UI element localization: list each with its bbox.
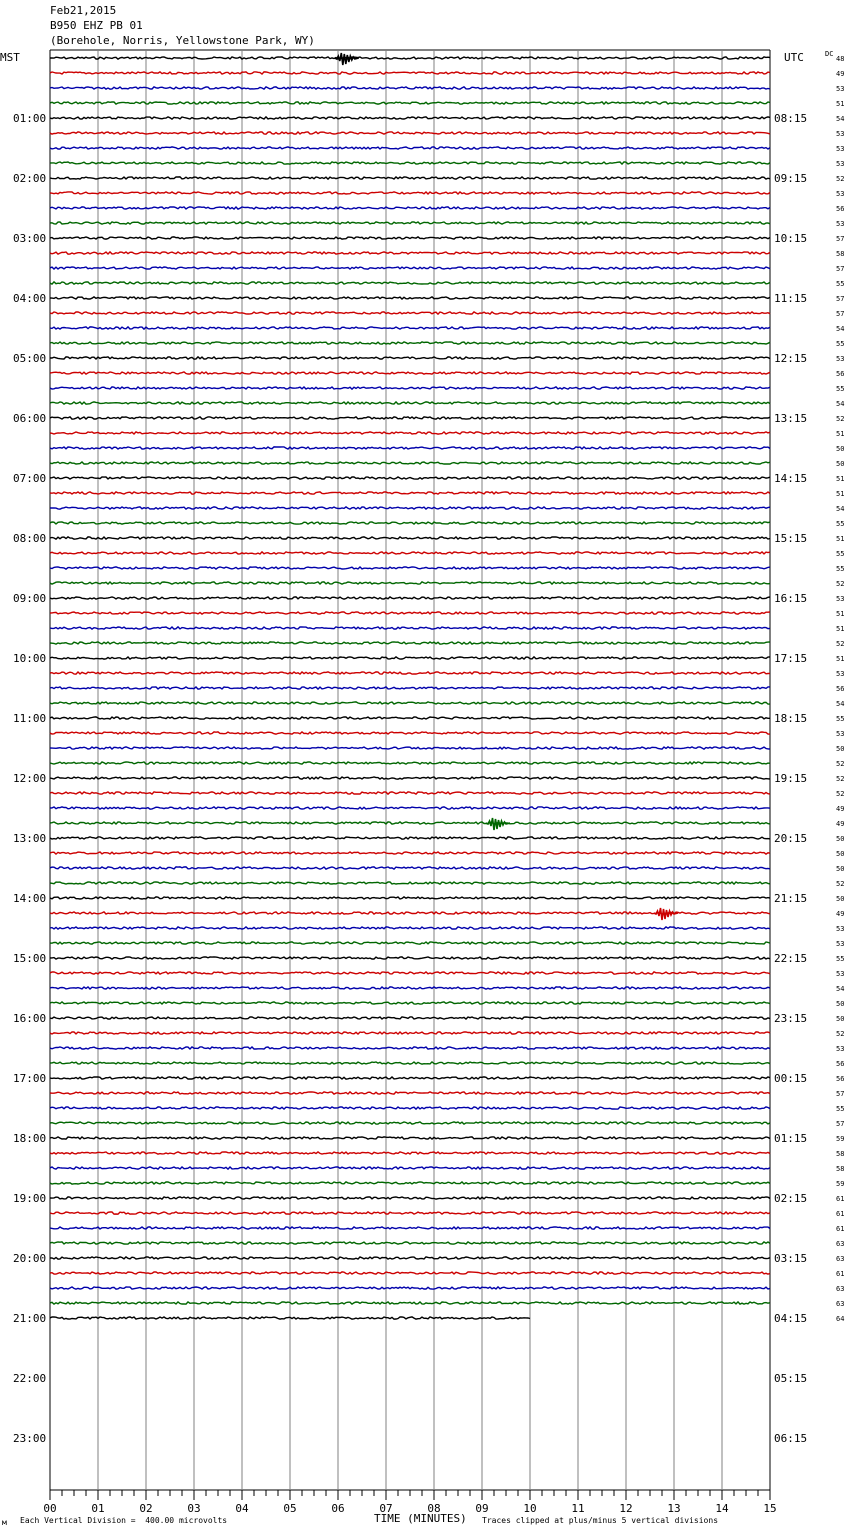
seismic-trace	[50, 1182, 770, 1184]
seismic-trace	[50, 417, 770, 419]
seismic-trace	[50, 477, 770, 479]
dc-offset-label: 55	[836, 520, 845, 528]
right-axis-label: UTC	[784, 51, 804, 64]
mst-hour-label: 04:00	[13, 292, 47, 305]
dc-offset-label: 58	[836, 250, 845, 258]
seismic-trace	[50, 462, 770, 464]
seismic-trace	[50, 447, 770, 449]
seismic-trace	[50, 597, 770, 599]
seismic-trace	[50, 87, 770, 89]
dc-offset-label: 56	[836, 370, 845, 378]
dc-offset-label: 51	[836, 475, 845, 483]
seismic-trace	[50, 777, 770, 779]
dc-offset-label: 50	[836, 850, 845, 858]
utc-hour-label: 14:15	[774, 472, 808, 485]
utc-hour-label: 13:15	[774, 412, 808, 425]
mst-hour-label: 15:00	[13, 952, 47, 965]
seismic-trace	[50, 987, 770, 989]
seismic-trace	[50, 1257, 770, 1259]
mst-hour-label: 09:00	[13, 592, 47, 605]
seismic-trace	[50, 1227, 770, 1229]
x-tick-label: 04	[235, 1502, 249, 1515]
dc-offset-label: 54	[836, 700, 845, 708]
utc-hour-label: 08:15	[774, 112, 808, 125]
dc-offset-label: 50	[836, 835, 845, 843]
dc-offset-label: 52	[836, 880, 845, 888]
seismic-trace	[50, 657, 770, 659]
seismic-trace	[50, 612, 770, 614]
seismic-trace	[50, 312, 770, 314]
utc-hour-label: 00:15	[774, 1072, 808, 1085]
mst-hour-label: 03:00	[13, 232, 47, 245]
dc-offset-label: 59	[836, 1180, 845, 1188]
seismic-trace	[50, 102, 770, 104]
seismic-trace	[50, 762, 770, 764]
dc-offset-label: 51	[836, 610, 845, 618]
dc-offset-label: 51	[836, 535, 845, 543]
seismic-trace	[50, 522, 770, 524]
footer-mark: м	[2, 1518, 7, 1527]
dc-offset-label: 53	[836, 220, 845, 228]
dc-offset-label: 57	[836, 235, 845, 243]
mst-hour-label: 18:00	[13, 1132, 47, 1145]
seismic-trace	[50, 192, 770, 194]
dc-offset-label: 63	[836, 1285, 845, 1293]
x-tick-label: 03	[187, 1502, 201, 1515]
utc-hour-label: 12:15	[774, 352, 808, 365]
seismic-trace	[50, 1047, 770, 1049]
dc-label: DC	[825, 50, 834, 58]
dc-offset-label: 55	[836, 715, 845, 723]
scale-note: Each Vertical Division = 400.00 microvolts	[20, 1516, 228, 1525]
seismic-trace	[50, 957, 770, 959]
station-location: (Borehole, Norris, Yellowstone Park, WY)	[50, 34, 315, 47]
seismic-trace	[50, 132, 770, 134]
dc-offset-label: 61	[836, 1195, 845, 1203]
utc-hour-label: 06:15	[774, 1432, 808, 1445]
mst-hour-label: 16:00	[13, 1012, 47, 1025]
dc-offset-label: 56	[836, 1075, 845, 1083]
utc-hour-label: 21:15	[774, 892, 808, 905]
mst-hour-label: 02:00	[13, 172, 47, 185]
x-axis-title: TIME (MINUTES)	[374, 1512, 467, 1525]
mst-hour-label: 06:00	[13, 412, 47, 425]
seismic-trace	[50, 267, 770, 269]
mst-hour-label: 08:00	[13, 532, 47, 545]
seismic-trace	[50, 1032, 770, 1034]
dc-offset-label: 63	[836, 1240, 845, 1248]
seismic-trace	[50, 972, 770, 974]
seismic-trace	[50, 147, 770, 149]
dc-offset-label: 53	[836, 130, 845, 138]
seismic-trace	[50, 207, 770, 209]
utc-hour-label: 03:15	[774, 1252, 808, 1265]
utc-hour-label: 01:15	[774, 1132, 808, 1145]
utc-hour-label: 18:15	[774, 712, 808, 725]
seismic-trace	[50, 807, 770, 809]
seismic-trace	[50, 1197, 770, 1199]
seismic-trace	[50, 942, 770, 944]
seismic-event	[486, 818, 510, 830]
seismic-trace	[50, 177, 770, 179]
seismic-trace	[50, 1167, 770, 1169]
seismic-trace	[50, 507, 770, 509]
seismic-trace	[50, 222, 770, 224]
seismic-trace	[50, 252, 770, 254]
dc-offset-label: 51	[836, 100, 845, 108]
dc-offset-label: 52	[836, 790, 845, 798]
dc-offset-label: 57	[836, 1120, 845, 1128]
dc-offset-label: 52	[836, 415, 845, 423]
mst-hour-label: 05:00	[13, 352, 47, 365]
dc-offset-label: 53	[836, 190, 845, 198]
mst-hour-label: 10:00	[13, 652, 47, 665]
dc-offset-label: 61	[836, 1210, 845, 1218]
plot-date: Feb21,2015	[50, 4, 117, 17]
utc-hour-label: 15:15	[774, 532, 808, 545]
dc-offset-label: 53	[836, 925, 845, 933]
x-tick-label: 10	[523, 1502, 537, 1515]
dc-offset-label: 55	[836, 385, 845, 393]
dc-offset-label: 53	[836, 1045, 845, 1053]
seismic-trace	[50, 72, 770, 74]
x-tick-label: 05	[283, 1502, 297, 1515]
dc-offset-label: 53	[836, 595, 845, 603]
seismic-trace	[50, 1092, 770, 1094]
x-tick-label: 14	[715, 1502, 729, 1515]
seismic-trace	[50, 162, 770, 164]
dc-offset-label: 52	[836, 1030, 845, 1038]
dc-offset-label: 54	[836, 115, 845, 123]
dc-offset-label: 58	[836, 1150, 845, 1158]
x-tick-label: 08	[427, 1502, 441, 1515]
seismic-trace	[50, 372, 770, 374]
utc-hour-label: 22:15	[774, 952, 808, 965]
dc-offset-label: 55	[836, 550, 845, 558]
dc-offset-label: 61	[836, 1225, 845, 1233]
seismic-trace	[50, 882, 770, 884]
seismic-trace	[50, 1077, 770, 1079]
dc-offset-label: 53	[836, 670, 845, 678]
seismic-trace	[50, 342, 770, 344]
dc-offset-label: 52	[836, 760, 845, 768]
mst-hour-label: 13:00	[13, 832, 47, 845]
mst-hour-label: 19:00	[13, 1192, 47, 1205]
seismic-trace	[50, 552, 770, 554]
seismic-trace	[50, 1107, 770, 1109]
mst-hour-label: 21:00	[13, 1312, 47, 1325]
utc-hour-label: 02:15	[774, 1192, 808, 1205]
dc-offset-label: 57	[836, 295, 845, 303]
dc-offset-label: 51	[836, 625, 845, 633]
mst-hour-label: 14:00	[13, 892, 47, 905]
mst-hour-label: 01:00	[13, 112, 47, 125]
seismic-trace	[50, 582, 770, 584]
dc-offset-label: 50	[836, 1015, 845, 1023]
seismic-trace	[50, 357, 770, 359]
dc-offset-label: 63	[836, 1300, 845, 1308]
dc-offset-label: 57	[836, 310, 845, 318]
left-axis-label: MST	[0, 51, 20, 64]
dc-offset-label: 57	[836, 265, 845, 273]
utc-hour-label: 10:15	[774, 232, 808, 245]
dc-offset-label: 52	[836, 640, 845, 648]
seismic-trace	[50, 237, 770, 239]
station-code: B950 EHZ PB 01	[50, 19, 143, 32]
seismic-trace	[50, 717, 770, 719]
x-tick-label: 13	[667, 1502, 681, 1515]
dc-offset-label: 53	[836, 160, 845, 168]
seismic-trace	[50, 387, 770, 389]
dc-offset-label: 50	[836, 460, 845, 468]
seismic-trace	[50, 402, 770, 404]
dc-offset-label: 54	[836, 985, 845, 993]
seismic-trace	[50, 1002, 770, 1004]
seismic-trace	[50, 927, 770, 929]
dc-offset-label: 61	[836, 1270, 845, 1278]
seismic-trace	[50, 852, 770, 854]
seismic-trace	[50, 297, 770, 299]
seismic-trace	[50, 1017, 770, 1019]
seismic-trace	[50, 642, 770, 644]
seismic-trace	[50, 57, 770, 59]
dc-offset-label: 49	[836, 820, 845, 828]
dc-offset-label: 52	[836, 175, 845, 183]
x-tick-label: 00	[43, 1502, 57, 1515]
seismic-trace	[50, 1122, 770, 1124]
utc-hour-label: 17:15	[774, 652, 808, 665]
seismic-trace	[50, 432, 770, 434]
x-tick-label: 07	[379, 1502, 393, 1515]
dc-offset-label: 52	[836, 775, 845, 783]
dc-offset-label: 50	[836, 895, 845, 903]
seismic-trace	[50, 837, 770, 839]
utc-hour-label: 16:15	[774, 592, 808, 605]
seismic-trace	[50, 1062, 770, 1064]
seismic-trace	[50, 1137, 770, 1139]
dc-offset-label: 50	[836, 745, 845, 753]
utc-hour-label: 05:15	[774, 1372, 808, 1385]
dc-offset-label: 54	[836, 325, 845, 333]
seismic-trace	[50, 537, 770, 539]
mst-hour-label: 07:00	[13, 472, 47, 485]
dc-offset-label: 55	[836, 280, 845, 288]
seismic-trace	[50, 567, 770, 569]
seismic-trace	[50, 1242, 770, 1244]
x-tick-label: 06	[331, 1502, 345, 1515]
dc-offset-label: 51	[836, 430, 845, 438]
mst-hour-label: 12:00	[13, 772, 47, 785]
dc-offset-label: 53	[836, 940, 845, 948]
mst-hour-label: 22:00	[13, 1372, 47, 1385]
seismic-trace	[50, 897, 770, 899]
dc-offset-label: 50	[836, 865, 845, 873]
mst-hour-label: 11:00	[13, 712, 47, 725]
seismic-trace	[50, 627, 770, 629]
dc-offset-label: 63	[836, 1255, 845, 1263]
dc-offset-label: 51	[836, 490, 845, 498]
dc-offset-label: 48	[836, 55, 845, 63]
dc-offset-label: 55	[836, 1105, 845, 1113]
seismic-trace	[50, 117, 770, 119]
utc-hour-label: 04:15	[774, 1312, 808, 1325]
x-tick-label: 11	[571, 1502, 585, 1515]
dc-offset-label: 52	[836, 580, 845, 588]
seismic-trace	[50, 282, 770, 284]
seismic-trace	[50, 792, 770, 794]
x-tick-label: 02	[139, 1502, 153, 1515]
dc-offset-label: 54	[836, 400, 845, 408]
dc-offset-label: 53	[836, 145, 845, 153]
x-tick-label: 09	[475, 1502, 489, 1515]
seismic-trace	[50, 1287, 770, 1289]
seismic-trace	[50, 822, 770, 824]
dc-offset-label: 54	[836, 505, 845, 513]
dc-offset-label: 49	[836, 910, 845, 918]
dc-offset-label: 53	[836, 970, 845, 978]
dc-offset-label: 53	[836, 355, 845, 363]
seismic-trace	[50, 672, 770, 674]
seismic-trace	[50, 492, 770, 494]
x-tick-label: 01	[91, 1502, 105, 1515]
seismic-trace	[50, 327, 770, 329]
utc-hour-label: 09:15	[774, 172, 808, 185]
mst-hour-label: 17:00	[13, 1072, 47, 1085]
x-tick-label: 15	[763, 1502, 777, 1515]
utc-hour-label: 11:15	[774, 292, 808, 305]
x-tick-label: 12	[619, 1502, 633, 1515]
dc-offset-label: 53	[836, 85, 845, 93]
dc-offset-label: 49	[836, 70, 845, 78]
dc-offset-label: 49	[836, 805, 845, 813]
seismic-trace	[50, 1152, 770, 1154]
seismic-trace	[50, 1212, 770, 1214]
seismic-trace	[50, 867, 770, 869]
dc-offset-label: 53	[836, 730, 845, 738]
utc-hour-label: 19:15	[774, 772, 808, 785]
dc-offset-label: 50	[836, 1000, 845, 1008]
seismic-trace	[50, 687, 770, 689]
dc-offset-label: 50	[836, 445, 845, 453]
dc-offset-label: 57	[836, 1090, 845, 1098]
dc-offset-label: 58	[836, 1165, 845, 1173]
dc-offset-label: 56	[836, 685, 845, 693]
seismic-trace	[50, 747, 770, 749]
mst-hour-label: 23:00	[13, 1432, 47, 1445]
seismic-trace	[50, 1272, 770, 1274]
dc-offset-label: 55	[836, 565, 845, 573]
clip-note: Traces clipped at plus/minus 5 vertical divisions	[482, 1516, 719, 1525]
dc-offset-label: 59	[836, 1135, 845, 1143]
dc-offset-label: 56	[836, 205, 845, 213]
utc-hour-label: 23:15	[774, 1012, 808, 1025]
mst-hour-label: 20:00	[13, 1252, 47, 1265]
dc-offset-label: 51	[836, 655, 845, 663]
seismic-trace	[50, 1302, 770, 1304]
dc-offset-label: 55	[836, 340, 845, 348]
seismic-trace	[50, 702, 770, 704]
dc-offset-label: 55	[836, 955, 845, 963]
seismic-trace	[50, 732, 770, 734]
dc-offset-label: 64	[836, 1315, 845, 1323]
dc-offset-label: 56	[836, 1060, 845, 1068]
utc-hour-label: 20:15	[774, 832, 808, 845]
